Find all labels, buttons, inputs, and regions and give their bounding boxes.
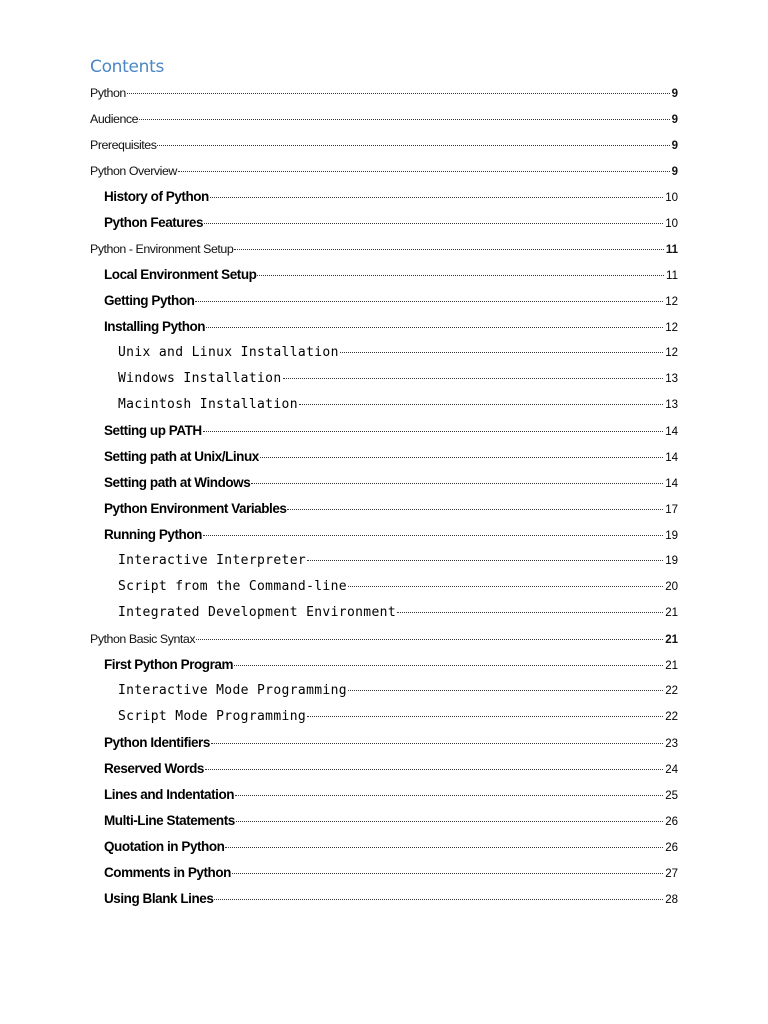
toc-dot-leader xyxy=(283,377,664,379)
toc-entry-title: Reserved Words xyxy=(104,761,204,776)
toc-dot-leader xyxy=(196,638,663,640)
toc-entry-page-number: 19 xyxy=(665,555,678,567)
toc-entry-title: Setting up PATH xyxy=(104,423,202,438)
toc-entry-page-number: 22 xyxy=(665,685,678,697)
toc-dot-leader xyxy=(236,820,663,822)
toc-list xyxy=(0,80,768,912)
toc-entry[interactable] xyxy=(0,704,678,730)
toc-entry-page-number: 9 xyxy=(671,114,678,126)
toc-entry-title: Setting path at Windows xyxy=(104,475,251,490)
toc-entry[interactable] xyxy=(0,496,678,522)
toc-entry[interactable] xyxy=(0,106,678,132)
toc-entry-page-number: 9 xyxy=(671,88,678,100)
toc-entry-page-number: 27 xyxy=(665,868,678,880)
toc-dot-leader xyxy=(178,170,670,172)
toc-entry-title: Comments in Python xyxy=(104,865,231,880)
toc-entry-page-number: 11 xyxy=(665,244,678,256)
toc-entry-title: Interactive Interpreter xyxy=(118,553,307,568)
toc-entry[interactable] xyxy=(0,886,678,912)
toc-entry-page-number: 17 xyxy=(665,504,678,516)
toc-entry[interactable] xyxy=(0,288,678,314)
toc-entry-title: Python Overview xyxy=(90,164,177,178)
toc-entry-page-number: 19 xyxy=(665,530,678,542)
toc-heading: Contents xyxy=(90,57,165,77)
toc-dot-leader xyxy=(139,118,670,120)
toc-entry-page-number: 13 xyxy=(665,399,678,411)
toc-entry-title: Running Python xyxy=(104,527,202,542)
toc-entry[interactable] xyxy=(0,184,678,210)
toc-dot-leader xyxy=(195,300,663,302)
toc-dot-leader xyxy=(225,846,663,848)
toc-entry[interactable] xyxy=(0,600,678,626)
toc-entry-title: Installing Python xyxy=(104,319,206,334)
toc-entry-page-number: 21 xyxy=(665,660,678,672)
toc-entry-title: Python Environment Variables xyxy=(104,501,287,516)
toc-entry-title: Windows Installation xyxy=(118,371,282,386)
toc-entry[interactable] xyxy=(0,808,678,834)
toc-entry-title: History of Python xyxy=(104,189,209,204)
toc-entry-title: Python Identifiers xyxy=(104,735,210,750)
toc-entry-title: Script Mode Programming xyxy=(118,709,307,724)
toc-entry-page-number: 9 xyxy=(671,166,678,178)
toc-dot-leader xyxy=(210,196,663,198)
toc-entry[interactable] xyxy=(0,444,678,470)
toc-entry[interactable] xyxy=(0,132,678,158)
toc-entry-page-number: 22 xyxy=(665,711,678,723)
toc-entry-page-number: 12 xyxy=(665,347,678,359)
toc-entry[interactable] xyxy=(0,262,678,288)
toc-entry-page-number: 26 xyxy=(665,816,678,828)
toc-dot-leader xyxy=(157,144,669,146)
toc-dot-leader xyxy=(234,248,664,250)
toc-dot-leader xyxy=(205,768,663,770)
toc-entry[interactable] xyxy=(0,574,678,600)
toc-entry-page-number: 21 xyxy=(665,634,678,646)
toc-entry[interactable] xyxy=(0,366,678,392)
toc-entry[interactable] xyxy=(0,522,678,548)
toc-entry-title: Using Blank Lines xyxy=(104,891,214,906)
toc-entry-title: First Python Program xyxy=(104,657,234,672)
toc-entry-page-number: 24 xyxy=(665,764,678,776)
toc-dot-leader xyxy=(299,403,663,405)
toc-dot-leader xyxy=(340,351,663,353)
toc-entry[interactable] xyxy=(0,730,678,756)
toc-entry[interactable] xyxy=(0,236,678,262)
toc-entry-page-number: 9 xyxy=(671,140,678,152)
toc-entry-title: Python - Environment Setup xyxy=(90,242,234,256)
toc-entry-page-number: 25 xyxy=(665,790,678,802)
toc-entry[interactable] xyxy=(0,392,678,418)
toc-dot-leader xyxy=(232,872,663,874)
toc-dot-leader xyxy=(234,664,663,666)
toc-dot-leader xyxy=(260,456,663,458)
toc-dot-leader xyxy=(251,482,663,484)
toc-entry-title: Quotation in Python xyxy=(104,839,225,854)
toc-dot-leader xyxy=(203,430,663,432)
toc-entry-page-number: 12 xyxy=(665,322,678,334)
toc-entry-title: Integrated Development Environment xyxy=(118,605,397,620)
toc-entry[interactable] xyxy=(0,340,678,366)
toc-entry-title: Lines and Indentation xyxy=(104,787,235,802)
toc-entry-title: Python xyxy=(90,86,126,100)
toc-entry-page-number: 21 xyxy=(665,607,678,619)
toc-entry-title: Local Environment Setup xyxy=(104,267,257,282)
toc-entry-page-number: 28 xyxy=(665,894,678,906)
toc-dot-leader xyxy=(257,274,664,276)
toc-dot-leader xyxy=(204,222,663,224)
toc-entry-page-number: 13 xyxy=(665,373,678,385)
toc-dot-leader xyxy=(235,794,663,796)
toc-entry-page-number: 26 xyxy=(665,842,678,854)
toc-entry-page-number: 14 xyxy=(665,478,678,490)
toc-entry-title: Multi-Line Statements xyxy=(104,813,235,828)
toc-entry-title: Unix and Linux Installation xyxy=(118,345,339,360)
toc-entry[interactable] xyxy=(0,80,678,106)
toc-entry-title: Python Features xyxy=(104,215,204,230)
toc-entry[interactable] xyxy=(0,314,678,340)
toc-entry-page-number: 23 xyxy=(665,738,678,750)
toc-entry[interactable] xyxy=(0,158,678,184)
toc-entry-page-number: 14 xyxy=(665,426,678,438)
toc-entry[interactable] xyxy=(0,210,678,236)
toc-dot-leader xyxy=(307,559,663,561)
toc-dot-leader xyxy=(214,898,663,900)
toc-dot-leader xyxy=(206,326,663,328)
toc-dot-leader xyxy=(287,508,663,510)
toc-entry[interactable] xyxy=(0,470,678,496)
toc-entry-title: Macintosh Installation xyxy=(118,397,298,412)
toc-entry-page-number: 20 xyxy=(665,581,678,593)
toc-entry[interactable] xyxy=(0,782,678,808)
toc-entry[interactable] xyxy=(0,652,678,678)
toc-entry[interactable] xyxy=(0,678,678,704)
toc-entry[interactable] xyxy=(0,418,678,444)
toc-entry[interactable] xyxy=(0,626,678,652)
toc-entry-page-number: 12 xyxy=(665,296,678,308)
toc-dot-leader xyxy=(307,715,663,717)
toc-dot-leader xyxy=(211,742,663,744)
toc-entry-page-number: 10 xyxy=(665,218,678,230)
toc-entry-page-number: 11 xyxy=(666,270,678,282)
toc-entry[interactable] xyxy=(0,834,678,860)
toc-entry-title: Setting path at Unix/Linux xyxy=(104,449,259,464)
toc-entry[interactable] xyxy=(0,860,678,886)
toc-entry-title: Interactive Mode Programming xyxy=(118,683,347,698)
toc-entry-title: Python Basic Syntax xyxy=(90,632,196,646)
toc-entry-page-number: 10 xyxy=(665,192,678,204)
toc-dot-leader xyxy=(203,534,663,536)
toc-entry-title: Audience xyxy=(90,112,139,126)
toc-entry[interactable] xyxy=(0,756,678,782)
toc-entry-title: Getting Python xyxy=(104,293,195,308)
toc-entry[interactable] xyxy=(0,548,678,574)
toc-dot-leader xyxy=(397,611,663,613)
toc-dot-leader xyxy=(348,689,663,691)
toc-entry-title: Script from the Command-line xyxy=(118,579,347,594)
toc-entry-page-number: 14 xyxy=(665,452,678,464)
toc-dot-leader xyxy=(127,92,670,94)
toc-dot-leader xyxy=(348,585,663,587)
toc-entry-title: Prerequisites xyxy=(90,138,157,152)
